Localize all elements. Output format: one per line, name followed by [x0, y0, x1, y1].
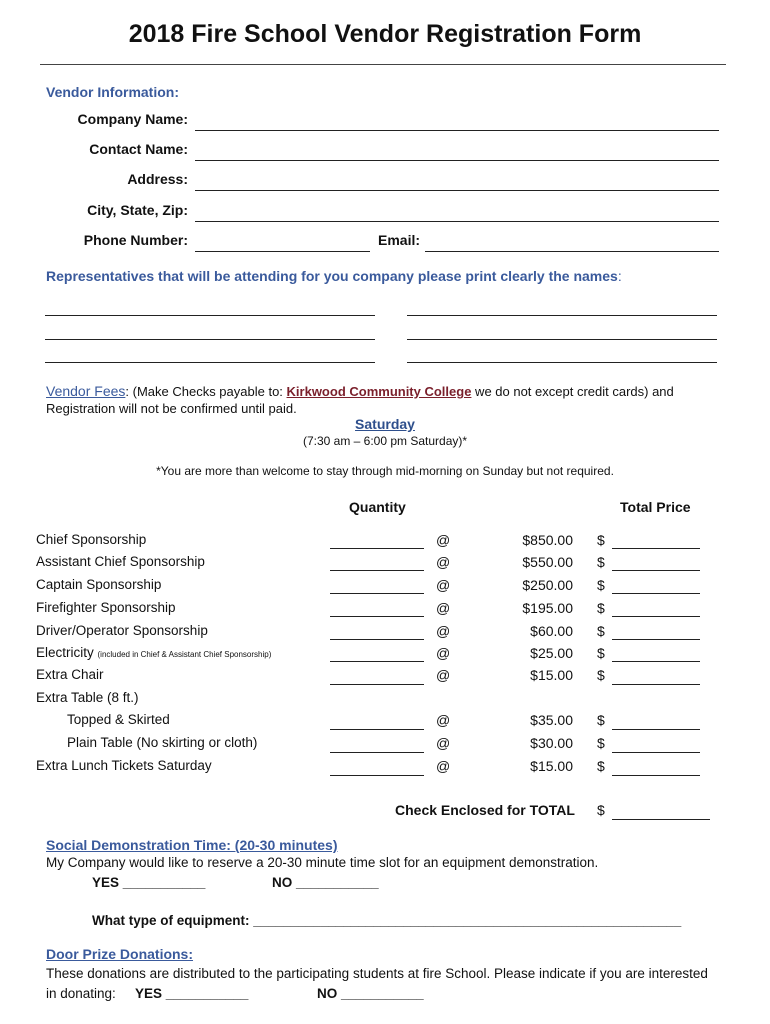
payee-name: Kirkwood Community College — [286, 384, 472, 399]
quantity-field[interactable] — [330, 570, 424, 571]
representative-field[interactable] — [407, 339, 717, 340]
city-state-zip-label: City, State, Zip: — [87, 202, 188, 218]
item-note: (included in Chief & Assistant Chief Sponsorship) — [97, 650, 272, 659]
representative-field[interactable] — [45, 339, 375, 340]
representative-field[interactable] — [407, 315, 717, 316]
door-prize-heading: Door Prize Donations: — [46, 946, 194, 962]
item-name: Driver/Operator Sponsorship — [36, 623, 208, 638]
dollar-sign: $ — [597, 600, 605, 616]
unit-price: $550.00 — [522, 554, 573, 570]
demonstration-text: My Company would like to reserve a 20-30 minute time slot for an equipment demonstration. — [46, 855, 599, 870]
representative-field[interactable] — [45, 315, 375, 316]
dollar-sign: $ — [597, 758, 605, 774]
title-divider — [40, 64, 726, 65]
representatives-heading-text: Representatives that will be attending for you company please print clearly the names — [46, 268, 618, 284]
representative-field[interactable] — [45, 362, 375, 363]
demonstration-yes-option[interactable]: YES ___________ — [92, 875, 206, 890]
dollar-sign: $ — [597, 577, 605, 593]
at-sign: @ — [436, 600, 451, 616]
phone-number-label: Phone Number: — [83, 232, 188, 248]
unit-price: $250.00 — [522, 577, 573, 593]
quantity-field[interactable] — [330, 639, 424, 640]
vendor-information-heading: Vendor Information: — [46, 84, 179, 100]
unit-price: $30.00 — [530, 735, 573, 751]
unit-price: $35.00 — [530, 712, 573, 728]
item-name: Chief Sponsorship — [36, 532, 147, 547]
door-prize-text: These donations are distributed to the participating students at fire School. Please indicate if you are interested — [46, 966, 708, 981]
demonstration-no-option[interactable]: NO ___________ — [272, 875, 379, 890]
total-price-field[interactable] — [612, 661, 700, 662]
email-field[interactable] — [425, 251, 719, 252]
vendor-fees-paragraph — [46, 383, 736, 417]
check-total-field[interactable] — [612, 819, 710, 820]
representatives-heading — [46, 268, 622, 284]
total-price-field[interactable] — [612, 775, 700, 776]
at-sign: @ — [436, 554, 451, 570]
item-name: Firefighter Sponsorship — [36, 600, 176, 615]
item-name — [36, 645, 271, 660]
total-price-field[interactable] — [612, 684, 700, 685]
total-price-field[interactable] — [612, 752, 700, 753]
saturday-hours: (7:30 am – 6:00 pm Saturday)* — [302, 434, 468, 448]
at-sign: @ — [436, 577, 451, 593]
dollar-sign: $ — [597, 712, 605, 728]
quantity-field[interactable] — [330, 729, 424, 730]
item-name: Extra Lunch Tickets Saturday — [36, 758, 212, 773]
demonstration-heading: Social Demonstration Time: (20-30 minutes) — [46, 837, 338, 853]
total-price-field[interactable] — [612, 616, 700, 617]
saturday-heading: Saturday — [355, 416, 415, 432]
at-sign: @ — [436, 758, 451, 774]
vendor-fees-heading: Vendor Fees — [46, 383, 126, 399]
unit-price: $15.00 — [530, 667, 573, 683]
company-name-field[interactable] — [195, 130, 719, 131]
unit-price: $25.00 — [530, 645, 573, 661]
item-name: Plain Table (No skirting or cloth) — [67, 735, 258, 750]
total-price-field[interactable] — [612, 729, 700, 730]
page-title: 2018 Fire School Vendor Registration Form — [128, 20, 642, 48]
dollar-sign: $ — [597, 667, 605, 683]
total-price-field[interactable] — [612, 548, 700, 549]
city-state-zip-field[interactable] — [195, 221, 719, 222]
dollar-sign: $ — [597, 532, 605, 548]
contact-name-field[interactable] — [195, 160, 719, 161]
address-field[interactable] — [195, 190, 719, 191]
total-price-field[interactable] — [612, 593, 700, 594]
address-label: Address: — [127, 171, 188, 187]
total-price-field[interactable] — [612, 570, 700, 571]
dollar-sign: $ — [597, 645, 605, 661]
at-sign: @ — [436, 623, 451, 639]
equipment-type-field[interactable]: What type of equipment: _________________________________________________________ — [92, 913, 682, 928]
at-sign: @ — [436, 712, 451, 728]
check-enclosed-total-label: Check Enclosed for TOTAL — [395, 802, 575, 818]
dollar-sign: $ — [597, 554, 605, 570]
phone-number-field[interactable] — [195, 251, 370, 252]
door-prize-no-option[interactable]: NO ___________ — [317, 986, 424, 1001]
quantity-header: Quantity — [349, 499, 406, 515]
vendor-fees-text: : (Make Checks payable to: — [125, 384, 287, 399]
company-name-label: Company Name: — [77, 111, 188, 127]
item-name: Extra Chair — [36, 667, 104, 682]
vendor-fees-text-cont: we do not except credit cards) and — [471, 384, 674, 399]
dollar-sign: $ — [597, 802, 605, 818]
at-sign: @ — [436, 667, 451, 683]
item-name: Assistant Chief Sponsorship — [36, 554, 205, 569]
quantity-field[interactable] — [330, 548, 424, 549]
unit-price: $195.00 — [522, 600, 573, 616]
quantity-field[interactable] — [330, 593, 424, 594]
quantity-field[interactable] — [330, 661, 424, 662]
unit-price: $850.00 — [522, 532, 573, 548]
item-name: Captain Sponsorship — [36, 577, 162, 592]
dollar-sign: $ — [597, 623, 605, 639]
item-name: Topped & Skirted — [67, 712, 170, 727]
quantity-field[interactable] — [330, 752, 424, 753]
quantity-field[interactable] — [330, 684, 424, 685]
total-price-field[interactable] — [612, 639, 700, 640]
at-sign: @ — [436, 532, 451, 548]
quantity-field[interactable] — [330, 775, 424, 776]
at-sign: @ — [436, 735, 451, 751]
at-sign: @ — [436, 645, 451, 661]
item-name-text: Electricity — [36, 645, 98, 660]
representative-field[interactable] — [407, 362, 717, 363]
total-price-header: Total Price — [620, 499, 691, 515]
contact-name-label: Contact Name: — [89, 141, 188, 157]
email-label: Email: — [378, 232, 421, 248]
quantity-field[interactable] — [330, 616, 424, 617]
dollar-sign: $ — [597, 735, 605, 751]
item-name: Extra Table (8 ft.) — [36, 690, 139, 705]
registration-note: Registration will not be confirmed until paid. — [46, 401, 297, 416]
unit-price: $60.00 — [530, 623, 573, 639]
sunday-note: *You are more than welcome to stay through mid-morning on Sunday but not required. — [156, 464, 614, 478]
door-prize-yes-option[interactable]: YES ___________ — [135, 986, 249, 1001]
unit-price: $15.00 — [530, 758, 573, 774]
representatives-colon: : — [617, 268, 622, 284]
door-prize-in-donating: in donating: — [46, 986, 116, 1001]
